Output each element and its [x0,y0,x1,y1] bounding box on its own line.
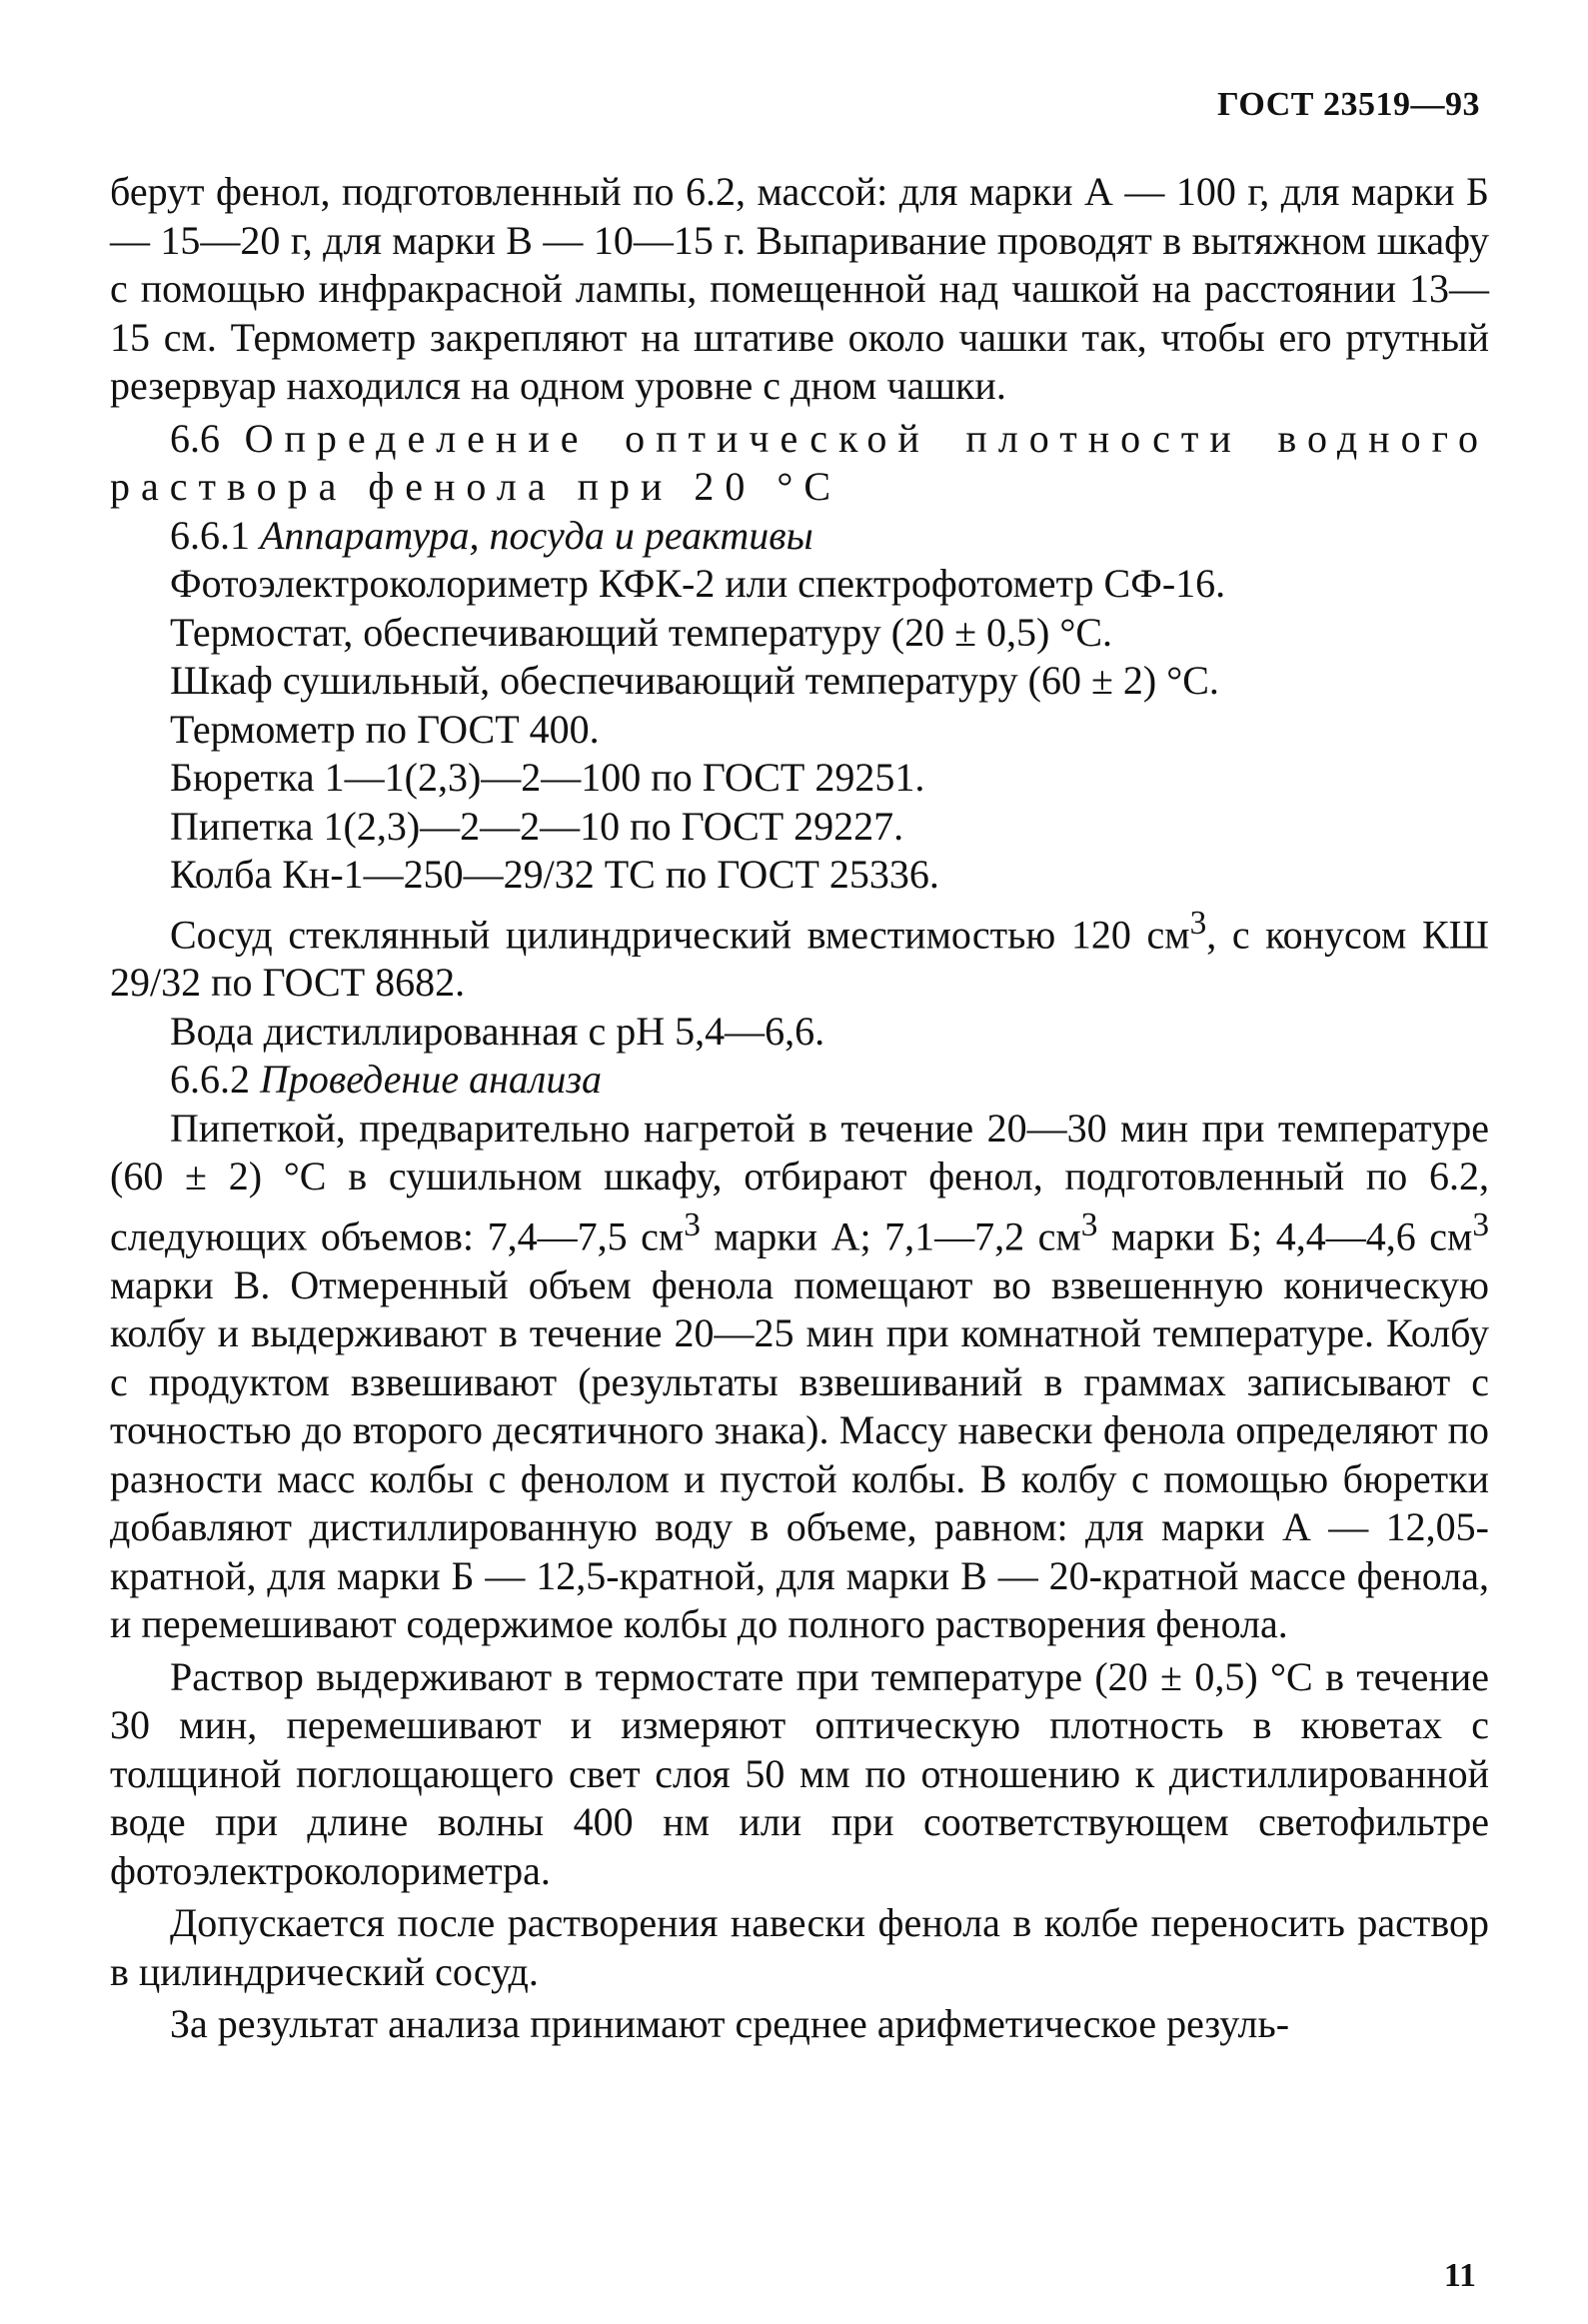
document-id-header: ГОСТ 23519—93 [1217,86,1480,123]
section-6-6-1-title: Аппаратура, посуда и реактивы [260,512,813,558]
section-6-6-2-title: Проведение анализа [260,1057,602,1103]
equipment-item-glass-vessel-text-end: , с конусом КШ 29/32 по ГОСТ 8682. [110,911,1489,1006]
paragraph-thermostat-measurement: Раствор выдерживают в термостате при температуре (20 ± 0,5) °C в течение 30 мин, перемешивают и измеряют оптическую плотность в кюветах с толщиной поглощающего свет слоя 50 мм по отношению к дистиллированной воде при длине волны 400 нм или при соответствующем светофильтре фотоэлектроколориметра. [110,1653,1489,1893]
section-6-6-heading [110,415,1489,512]
paragraph-sampling-part-a: Пипеткой, предварительно нагретой в течение 20—30 мин при температуре (60 ± 2) °C в сушильном шкафу, отбирают фенол, подготовленный по 6.2, следующих объемов: 7,4—7,5 см [110,1105,1489,1259]
section-6-6-number: 6.6 [170,415,220,461]
equipment-item-photocolorimeter: Фотоэлектроколориметр КФК-2 или спектрофотометр СФ-16. [170,561,1226,606]
paragraph-result-definition: За результат анализа принимают среднее арифметическое резуль- [170,2001,1290,2047]
paragraph-sampling-part-d: марки В. Отмеренный объем фенола помещают во взвешенную коническую колбу и выдерживают в течение 20—25 мин при комнатной температуре. Колбу с продуктом взвешивают (результаты взвешиваний в граммах записывают с точностью до второго десятичного знака). Массу навески фенола определяют по разности масс колбы с фенолом и пустой колбы. В колбу с помощью бюретки добавляют дистиллированную воду в объеме, равном: для марки А — 12,05-кратной, для марки Б — 12,5-кратной, для марки В — 20-кратной массе фенола, и перемешивают содержимое колбы до полного растворения фенола. [110,1261,1489,1647]
equipment-item-pipette: Пипетка 1(2,3)—2—2—10 по ГОСТ 29227. [170,803,904,849]
paragraph-evaporation: берут фенол, подготовленный по 6.2, массой: для марки А — 100 г, для марки Б — 15—20 г, для марки В — 10—15 г. Выпаривание проводят в вытяжном шкафу с помощью инфракрасной лампы, помещенной над чашкой на расстоянии 13—15 см. Термометр закрепляют на штативе около чашки так, чтобы его ртутный резервуар находился на одном уровне с дном чашки. [110,169,1489,408]
equipment-item-distilled-water: Вода дистиллированная с pH 5,4—6,6. [170,1008,825,1054]
paragraph-transfer-allowed: Допускается после растворения навески фенола в колбе переносить раствор в цилиндрический сосуд. [110,1900,1489,1994]
equipment-item-thermometer: Термометр по ГОСТ 400. [170,706,600,752]
superscript-3: 3 [684,1205,701,1243]
section-6-6-1-heading [110,512,1489,561]
paragraph-sampling-part-b: марки А; 7,1—7,2 см [700,1213,1081,1259]
document-body [110,168,1489,2049]
superscript-3: 3 [1472,1205,1490,1243]
page-number: 11 [1443,2257,1476,2294]
equipment-item-glass-vessel [110,900,1489,1008]
paragraph-sampling-procedure [110,1105,1489,1649]
superscript-3: 3 [1080,1205,1098,1243]
equipment-item-thermostat: Термостат, обеспечивающий температуру (20 ± 0,5) °C. [170,609,1113,655]
equipment-item-drying-cabinet: Шкаф сушильный, обеспечивающий температуру (60 ± 2) °C. [170,658,1219,703]
equipment-item-glass-vessel-text: Сосуд стеклянный цилиндрический вместимостью 120 см [170,911,1190,957]
paragraph-sampling-part-c: марки Б; 4,4—4,6 см [1097,1213,1473,1259]
equipment-item-burette: Бюретка 1—1(2,3)—2—100 по ГОСТ 29251. [170,755,925,800]
superscript-3: 3 [1189,904,1207,942]
equipment-item-flask: Колба Кн-1—250—29/32 ТС по ГОСТ 25336. [170,852,939,897]
section-6-6-2-heading [110,1056,1489,1105]
section-6-6-2-number: 6.6.2 [170,1057,250,1103]
section-6-6-title: Определение оптической плотности водного раствора фенола при 20 °C [110,415,1489,509]
section-6-6-1-number: 6.6.1 [170,512,250,558]
